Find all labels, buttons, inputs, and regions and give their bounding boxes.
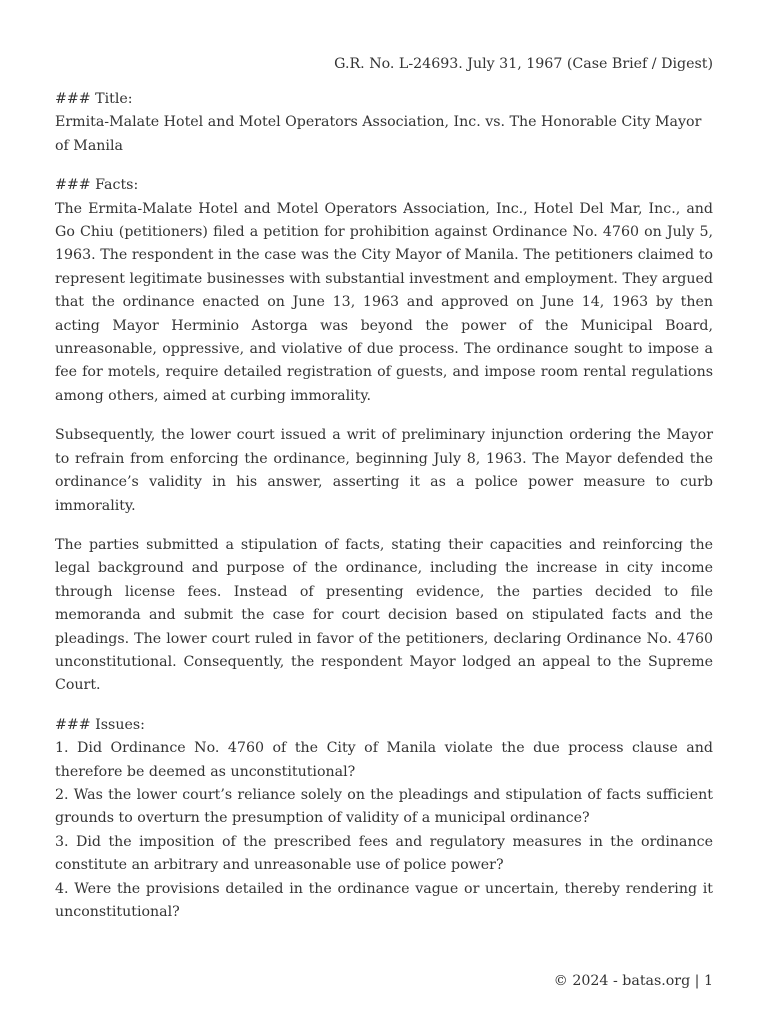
issues-heading: ### Issues: xyxy=(55,716,145,733)
document-content xyxy=(55,88,713,940)
title-heading: ### Title: xyxy=(55,91,133,107)
facts-paragraph-3: The parties submitted a stipulation of facts, stating their capacities and reinforcing the legal background and purpose of the ordinance, including the increase in city income through license fees. Instead of presenting evidence, the parties decided to file memoranda and submit the case for court decision based on stipulated facts and the pleadings. The lower court ruled in favor of the petitioners, declaring Ordinance No. 4760 unconstitutional. Consequently, the respondent Mayor lodged an appeal to the Supreme Court. xyxy=(55,536,713,694)
case-title: Ermita-Malate Hotel and Motel Operators Association, Inc. vs. The Honorable City Mayor of Manila xyxy=(55,114,702,154)
issue-item-2: 2. Was the lower court’s reliance solely on the pleadings and stipulation of facts sufficient grounds to overturn the presumption of validity of a municipal ordinance? xyxy=(55,786,713,827)
document-page xyxy=(55,0,713,1024)
facts-paragraph-2: Subsequently, the lower court issued a writ of preliminary injunction ordering the Mayor to refrain from enforcing the ordinance, beginning July 8, 1963. The Mayor defended the ordinance’s validity in his answer, asserting it as a police power measure to curb immorality. xyxy=(55,427,713,514)
issue-item-1: 1. Did Ordinance No. 4760 of the City of Manila violate the due process clause and therefore be deemed as unconstitutional? xyxy=(55,740,713,780)
facts-section xyxy=(55,174,713,698)
issues-section xyxy=(55,714,713,925)
case-citation: G.R. No. L-24693. July 31, 1967 (Case Brief / Digest) xyxy=(334,56,713,72)
page-footer: © 2024 - batas.org | 1 xyxy=(553,973,713,989)
issue-item-3: 3. Did the imposition of the prescribed fees and regulatory measures in the ordinance constitute an arbitrary and unreasonable use of police power? xyxy=(55,833,713,874)
facts-paragraph-1: The Ermita-Malate Hotel and Motel Operators Association, Inc., Hotel Del Mar, Inc., and Go Chiu (petitioners) filed a petition for prohibition against Ordinance No. 4760 on July 5, 1963. The respondent in the case was the City Mayor of Manila. The petitioners claimed to represent legitimate businesses with substantial investment and employment. They argued that the ordinance enacted on June 13, 1963 and approved on June 14, 1963 by then acting Mayor Herminio Astorga was beyond the power of the Municipal Board, unreasonable, oppressive, and violative of due process. The ordinance sought to impose a fee for motels, require detailed registration of guests, and impose room rental regulations among others, aimed at curbing immorality. xyxy=(55,200,713,404)
title-section xyxy=(55,88,713,158)
facts-heading: ### Facts: xyxy=(55,177,139,194)
issue-item-4: 4. Were the provisions detailed in the ordinance vague or uncertain, thereby rendering it unconstitutional? xyxy=(55,880,713,920)
